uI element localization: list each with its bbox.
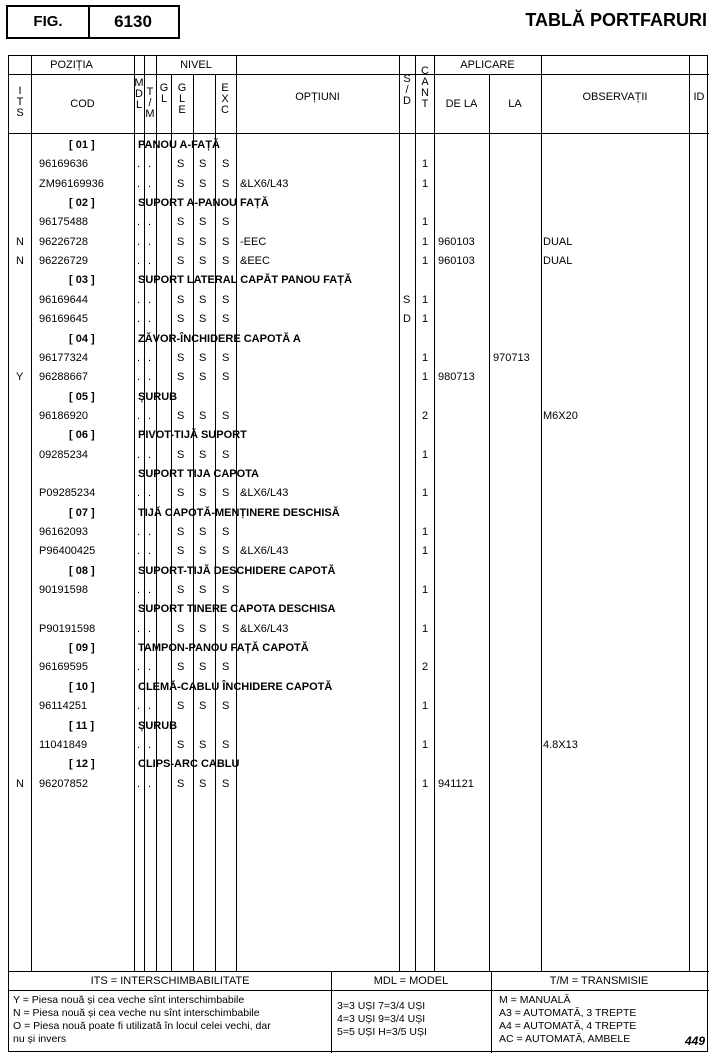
section-name: ȘURUB (138, 719, 178, 732)
cod-cell: P90191598 (39, 622, 96, 635)
observatii-cell: M6X20 (543, 409, 578, 422)
section-name: SUPORT-TIJĂ DESCHIDERE CAPOTĂ (138, 564, 336, 577)
its-legend-caption: ITS = INTERSCHIMBABILITATE (90, 975, 250, 987)
section-position: [ 08 ] (69, 564, 95, 577)
section-name: ȘURUB (138, 390, 178, 403)
cant-cell: 1 (422, 177, 429, 190)
gl-cell: S (177, 584, 185, 597)
section-row (9, 755, 709, 774)
section-name: SUPORT TIJA CAPOTA (138, 467, 260, 480)
exc-cell: S (222, 622, 230, 635)
its-legend-line: O = Piesa nouă poate fi utilizată în locul celei vechi, dar (13, 1020, 271, 1032)
cant-cell: 1 (422, 487, 429, 500)
cod-cell: 96177324 (39, 351, 88, 364)
tm-cell: . (148, 777, 152, 790)
mdl-legend-caption: MDL = MODEL (373, 975, 449, 987)
cant-cell: 1 (422, 216, 429, 229)
table-row (9, 233, 709, 252)
tm-cell: . (148, 448, 152, 461)
exc-cell: S (222, 700, 230, 713)
its-cell: N (16, 235, 24, 248)
section-position: [ 12 ] (69, 758, 95, 771)
mdl-cell: . (137, 313, 141, 326)
gle-cell: S (199, 293, 207, 306)
gl-header: G L (159, 82, 169, 105)
cod-cell: 96175488 (39, 216, 88, 229)
gl-cell: S (177, 622, 185, 635)
cod-cell: 96114251 (39, 700, 88, 713)
cant-cell: 1 (422, 313, 429, 326)
tm-cell: . (148, 235, 152, 248)
option-cell: &LX6/L43 (240, 622, 289, 635)
cant-cell: 2 (422, 661, 429, 674)
mdl-cell: . (137, 255, 141, 268)
mdl-cell: . (137, 448, 141, 461)
section-row (9, 465, 709, 484)
tm-cell: . (148, 700, 152, 713)
exc-cell: S (222, 216, 230, 229)
table-row (9, 736, 709, 755)
parts-table (8, 55, 708, 1052)
tm-header: T / M (145, 86, 155, 120)
cant-cell: 1 (422, 293, 429, 306)
tm-legend-line: A4 = AUTOMATĂ, 4 TREPTE (499, 1020, 637, 1032)
de-la-cell: 941121 (438, 777, 474, 790)
exc-cell: S (222, 371, 230, 384)
mdl-cell: . (137, 738, 141, 751)
mdl-cell: . (137, 409, 141, 422)
tm-cell: . (148, 371, 152, 384)
gl-cell: S (177, 487, 185, 500)
gl-cell: S (177, 158, 185, 171)
mdl-legend-line: 5=5 UȘI H=3/5 UȘI (337, 1026, 427, 1038)
exc-header: E X C (221, 82, 229, 116)
gl-cell: S (177, 216, 185, 229)
exc-cell: S (222, 545, 230, 558)
gl-cell: S (177, 371, 185, 384)
cant-cell: 1 (422, 448, 429, 461)
tm-cell: . (148, 351, 152, 364)
figure-label: FIG. (8, 7, 90, 37)
cant-cell: 1 (422, 351, 429, 364)
mdl-cell: . (137, 293, 141, 306)
section-position: [ 04 ] (69, 332, 95, 345)
gl-cell: S (177, 293, 185, 306)
tm-legend-line: A3 = AUTOMATĂ, 3 TREPTE (499, 1007, 637, 1019)
gle-cell: S (199, 448, 207, 461)
section-position: [ 07 ] (69, 506, 95, 519)
tm-cell: . (148, 293, 152, 306)
its-cell: N (16, 777, 24, 790)
mdl-cell: . (137, 235, 141, 248)
cod-cell: 96226728 (39, 235, 88, 248)
table-row (9, 446, 709, 465)
table-row (9, 407, 709, 426)
table-row (9, 523, 709, 542)
table-row (9, 484, 709, 503)
section-name: PANOU A-FAȚĂ (138, 139, 220, 151)
exc-cell: S (222, 526, 230, 538)
gle-cell: S (199, 255, 207, 268)
table-row (9, 291, 709, 310)
observatii-cell: 4.8X13 (543, 738, 578, 751)
exc-cell: S (222, 351, 230, 364)
gle-cell: S (199, 235, 207, 248)
table-row (9, 155, 709, 174)
exc-cell: S (222, 777, 230, 790)
section-row (9, 678, 709, 697)
section-position: [ 01 ] (69, 139, 95, 151)
cant-cell: 1 (422, 545, 429, 558)
exc-cell: S (222, 313, 230, 326)
figure-label-box (6, 5, 180, 39)
its-cell: Y (16, 371, 24, 384)
gl-cell: S (177, 738, 185, 751)
mdl-cell: . (137, 216, 141, 229)
id-header: ID (693, 91, 705, 103)
section-name: CLIPS-ARC CABLU (138, 758, 240, 771)
table-row (9, 368, 709, 387)
mdl-cell: . (137, 622, 141, 635)
la-cell: 970713 (493, 351, 530, 364)
table-row (9, 542, 709, 561)
tm-legend-caption: T/M = TRANSMISIE (549, 975, 649, 987)
section-row (9, 562, 709, 581)
exc-cell: S (222, 293, 230, 306)
mdl-cell: . (137, 526, 141, 538)
gl-cell: S (177, 526, 185, 538)
cod-cell: 11041849 (39, 738, 88, 751)
figure-number: 6130 (114, 12, 152, 31)
option-cell: &LX6/L43 (240, 487, 289, 500)
option-cell: &LX6/L43 (240, 545, 289, 558)
section-row (9, 600, 709, 619)
mdl-cell: . (137, 158, 141, 171)
tm-cell: . (148, 545, 152, 558)
gle-cell: S (199, 661, 207, 674)
tm-cell: . (148, 738, 152, 751)
cod-cell: P09285234 (39, 487, 96, 500)
section-position: [ 11 ] (69, 719, 95, 732)
exc-cell: S (222, 409, 230, 422)
gl-cell: S (177, 351, 185, 364)
tm-cell: . (148, 177, 152, 190)
gle-cell: S (199, 777, 207, 790)
mdl-cell: . (137, 487, 141, 500)
table-row (9, 620, 709, 639)
mdl-cell: . (137, 700, 141, 713)
gl-cell: S (177, 409, 185, 422)
section-name: TAMPON-PANOU FAȚĂ CAPOTĂ (138, 642, 309, 655)
gl-cell: S (177, 235, 185, 248)
mdl-cell: . (137, 545, 141, 558)
cod-cell: 96169636 (39, 158, 88, 171)
option-cell: -EEC (240, 235, 267, 248)
aplicare-header: APLICARE (460, 59, 515, 71)
cant-cell: 1 (422, 777, 429, 790)
cod-header: COD (70, 98, 95, 110)
gl-cell: S (177, 448, 185, 461)
cod-cell: ZM96169936 (39, 177, 104, 190)
cod-cell: 96169595 (39, 661, 88, 674)
cant-cell: 1 (422, 371, 429, 384)
section-position: [ 02 ] (69, 197, 95, 210)
its-header: I T S (16, 85, 24, 119)
cod-cell: 96288667 (39, 371, 88, 384)
table-row (9, 697, 709, 716)
cod-cell: 96207852 (39, 777, 88, 790)
section-row (9, 426, 709, 445)
section-position: [ 10 ] (69, 680, 95, 693)
cant-cell: 1 (422, 255, 429, 268)
section-name: ZĂVOR-ÎNCHIDERE CAPOTĂ A (138, 332, 301, 345)
mdl-cell: . (137, 351, 141, 364)
option-cell: &EEC (240, 255, 270, 268)
gle-cell: S (199, 158, 207, 171)
optiuni-header: OPȚIUNI (295, 91, 340, 103)
mdl-cell: . (137, 371, 141, 384)
section-row (9, 639, 709, 658)
section-name: PIVOT-TIJĂ SUPORT (138, 429, 247, 442)
table-row (9, 252, 709, 271)
de-la-cell: 980713 (438, 371, 475, 384)
exc-cell: S (222, 235, 230, 248)
tm-cell: . (148, 526, 152, 538)
section-name: SUPORT A-PANOU FAȚĂ (138, 197, 269, 210)
gl-cell: S (177, 661, 185, 674)
cant-cell: 1 (422, 158, 429, 171)
observatii-cell: DUAL (543, 255, 573, 268)
mdl-header: M D L (134, 77, 144, 111)
pozitia-header: POZIȚIA (50, 59, 93, 71)
section-row (9, 388, 709, 407)
cant-header: C A N T (421, 65, 429, 110)
gle-cell: S (199, 177, 207, 190)
exc-cell: S (222, 177, 230, 190)
gle-cell: S (199, 216, 207, 229)
page-title: TABLĂ PORTFARURI (525, 10, 707, 30)
exc-cell: S (222, 255, 230, 268)
gle-cell: S (199, 371, 207, 384)
section-position: [ 05 ] (69, 390, 95, 403)
gle-cell: S (199, 526, 207, 538)
cod-cell: 09285234 (39, 448, 88, 461)
tm-cell: . (148, 661, 152, 674)
gl-cell: S (177, 177, 185, 190)
tm-legend-line: M = MANUALĂ (499, 994, 571, 1006)
its-legend-line: Y = Piesa nouă și cea veche sînt interschimbabile (13, 994, 245, 1006)
la-header: LA (508, 98, 522, 110)
table-row (9, 175, 709, 194)
option-cell: &LX6/L43 (240, 177, 289, 190)
mdl-legend-line: 4=3 UȘI 9=3/4 UȘI (337, 1013, 426, 1025)
tm-cell: . (148, 409, 152, 422)
its-cell: N (16, 255, 24, 268)
table-row (9, 310, 709, 329)
gl-cell: S (177, 777, 185, 790)
section-row (9, 717, 709, 736)
tm-cell: . (148, 255, 152, 268)
section-row (9, 271, 709, 290)
cod-cell: 96186920 (39, 409, 88, 422)
de-la-header: DE LA (445, 98, 478, 110)
tm-cell: . (148, 313, 152, 326)
sd-header: S / D (403, 73, 411, 107)
table-row (9, 213, 709, 232)
cod-cell: P96400425 (39, 545, 96, 558)
gle-cell: S (199, 409, 207, 422)
observatii-cell: DUAL (543, 235, 573, 248)
tm-cell: . (148, 584, 152, 597)
gle-header: G L E (177, 82, 187, 116)
section-row (9, 330, 709, 349)
gl-cell: S (177, 700, 185, 713)
section-row (9, 136, 709, 155)
gle-cell: S (199, 700, 207, 713)
tm-cell: . (148, 158, 152, 171)
gl-cell: S (177, 545, 185, 558)
tm-cell: . (148, 216, 152, 229)
exc-cell: S (222, 448, 230, 461)
cant-cell: 2 (422, 409, 429, 422)
cod-cell: 96226729 (39, 255, 88, 268)
tm-cell: . (148, 487, 152, 500)
gl-cell: S (177, 313, 185, 326)
gle-cell: S (199, 584, 207, 597)
cod-cell: 96169645 (39, 313, 88, 326)
cod-cell: 96169644 (39, 293, 88, 306)
cant-cell: 1 (422, 526, 429, 538)
cant-cell: 1 (422, 235, 429, 248)
mdl-cell: . (137, 584, 141, 597)
sd-cell: S (403, 293, 411, 306)
gle-cell: S (199, 487, 207, 500)
sd-cell: D (403, 313, 411, 326)
gle-cell: S (199, 622, 207, 635)
cod-cell: 96162093 (39, 526, 88, 538)
gle-cell: S (199, 545, 207, 558)
mdl-legend-line: 3=3 UȘI 7=3/4 UȘI (337, 1000, 426, 1012)
table-row (9, 658, 709, 677)
cant-cell: 1 (422, 584, 429, 597)
exc-cell: S (222, 487, 230, 500)
exc-cell: S (222, 661, 230, 674)
cod-cell: 90191598 (39, 584, 88, 597)
section-name: SUPORT LATERAL CAPĂT PANOU FAȚĂ (138, 274, 352, 287)
section-row (9, 194, 709, 213)
observatii-header: OBSERVAȚII (582, 91, 648, 103)
mdl-cell: . (137, 661, 141, 674)
de-la-cell: 960103 (438, 255, 475, 268)
exc-cell: S (222, 738, 230, 751)
table-row (9, 775, 709, 794)
section-name: CLEMĂ-CABLU ÎNCHIDERE CAPOTĂ (138, 680, 333, 693)
tm-legend-line: AC = AUTOMATĂ, AMBELE (499, 1033, 631, 1045)
mdl-cell: . (137, 177, 141, 190)
cant-cell: 1 (422, 622, 429, 635)
its-legend-line: nu și invers (13, 1033, 67, 1045)
its-legend-line: N = Piesa nouă și cea veche nu sînt interschimbabile (13, 1007, 260, 1019)
gle-cell: S (199, 313, 207, 326)
section-name: SUPORT TINERE CAPOTA DESCHISA (138, 603, 336, 616)
section-name: TIJĂ CAPOTĂ-MENȚINERE DESCHISĂ (138, 506, 340, 519)
cant-cell: 1 (422, 738, 429, 751)
exc-cell: S (222, 584, 230, 597)
table-row (9, 581, 709, 600)
exc-cell: S (222, 158, 230, 171)
tm-cell: . (148, 622, 152, 635)
section-position: [ 09 ] (69, 642, 95, 655)
gl-cell: S (177, 255, 185, 268)
section-row (9, 504, 709, 523)
de-la-cell: 960103 (438, 235, 475, 248)
page-number: 449 (684, 1034, 705, 1048)
section-position: [ 03 ] (69, 274, 95, 287)
mdl-cell: . (137, 777, 141, 790)
gle-cell: S (199, 351, 207, 364)
table-row (9, 349, 709, 368)
nivel-header: NIVEL (180, 59, 212, 71)
gle-cell: S (199, 738, 207, 751)
cant-cell: 1 (422, 700, 429, 713)
section-position: [ 06 ] (69, 429, 95, 442)
